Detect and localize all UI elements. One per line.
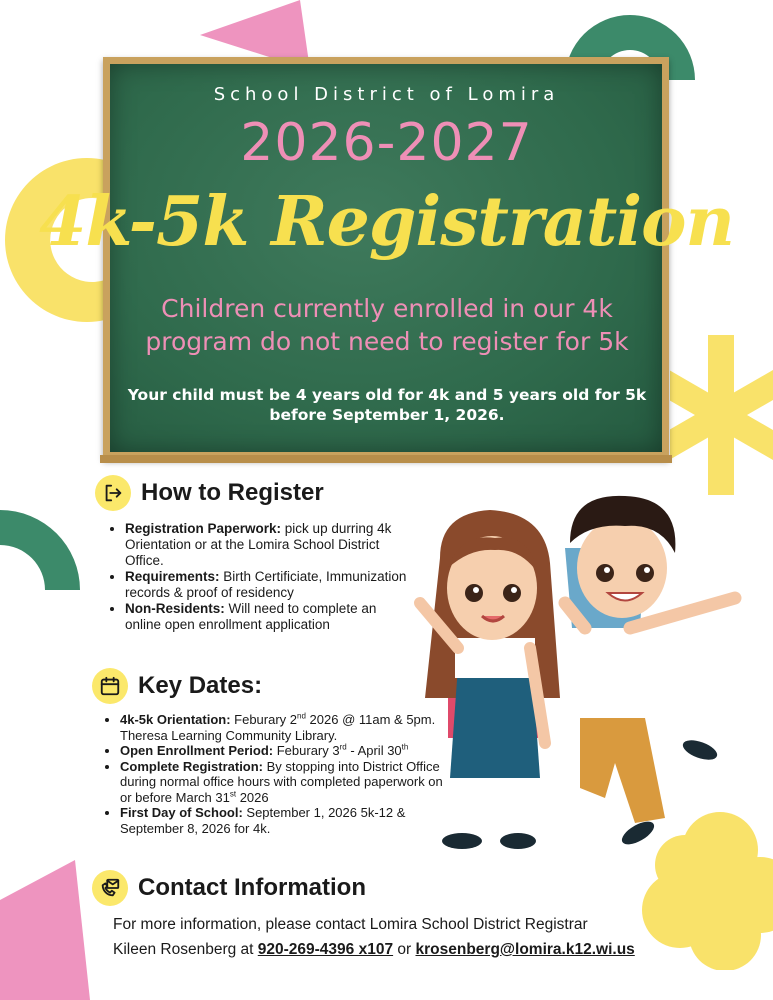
contact-name-text: Kileen Rosenberg at (113, 941, 258, 958)
item-label: Non-Residents: (125, 601, 225, 616)
phone-link[interactable]: 920-269-4396 x107 (257, 941, 394, 958)
enrollment-note: Children currently enrolled in our 4k program do not need to register for 5k (145, 294, 629, 356)
item-text: Feburary 2 (230, 712, 298, 727)
yellow-star-right (670, 335, 773, 495)
item-text: September 1, 2026 5k-12 & September 8, 2026 for 4k. (120, 805, 406, 836)
key-dates-title: Key Dates: (138, 672, 263, 699)
email-link[interactable]: krosenberg@lomira.k12.wi.us (415, 941, 635, 958)
how-to-register-title: How to Register (141, 479, 324, 506)
contact-text (113, 912, 635, 962)
boy-figure (565, 496, 735, 849)
list-item (125, 569, 415, 601)
children-illustration (400, 488, 755, 860)
item-label: Requirements: (125, 569, 220, 584)
superscript: rd (339, 742, 347, 752)
chalkboard-ledge (100, 455, 672, 463)
district-name: School District of Lomira (213, 84, 560, 105)
superscript: th (401, 742, 409, 752)
contact-line-2 (113, 937, 635, 962)
item-label: Registration Paperwork: (125, 521, 282, 536)
item-text: Feburary 3 (273, 743, 340, 758)
item-label: Complete Registration: (120, 758, 264, 774)
item-label: First Day of School: (120, 805, 243, 820)
item-text: 2026 @ 11am & 5pm. Theresa Learning Community Library. (120, 712, 436, 743)
item-text: Birth Certificiate, Immunization records & proof of residency (125, 569, 407, 600)
school-year: 2026-2027 (240, 113, 533, 173)
item-text: By stopping into District Office during normal office hours with completed paperwork on or before March 31 (120, 758, 443, 805)
calendar-icon (92, 668, 128, 704)
contact-line-1: For more information, please contact Lomira School District Registrar (113, 916, 588, 933)
age-requirement: Your child must be 4 years old for 4k and 5 years old for 5k before September 1, 2026. (127, 386, 647, 424)
key-dates-header (92, 668, 262, 704)
green-arc-left (0, 510, 85, 620)
superscript: st (229, 789, 237, 799)
contact-header (92, 870, 366, 906)
girl-figure (420, 510, 560, 849)
key-dates-list (102, 712, 450, 836)
page-title: 4k-5k Registration (39, 182, 734, 262)
item-text: - April 30 (346, 743, 402, 758)
item-text: pick up durring 4k Orientation or at the Lomira School District Office. (125, 521, 392, 568)
register-list (107, 521, 415, 633)
list-item (125, 521, 415, 569)
item-label: Open Enrollment Period: (120, 743, 274, 758)
or-text: or (393, 941, 416, 958)
how-to-register-header (95, 475, 324, 511)
item-text: 2026 (236, 789, 269, 805)
phone-envelope-icon (92, 870, 128, 906)
list-item (125, 601, 415, 633)
item-label: 4k-5k Orientation: (120, 712, 231, 727)
contact-title: Contact Information (138, 874, 366, 901)
pink-triangle-bottom (0, 860, 90, 1000)
sign-in-icon (95, 475, 131, 511)
superscript: nd (297, 711, 306, 721)
item-text: Will need to complete an online open enrollment application (125, 601, 377, 632)
